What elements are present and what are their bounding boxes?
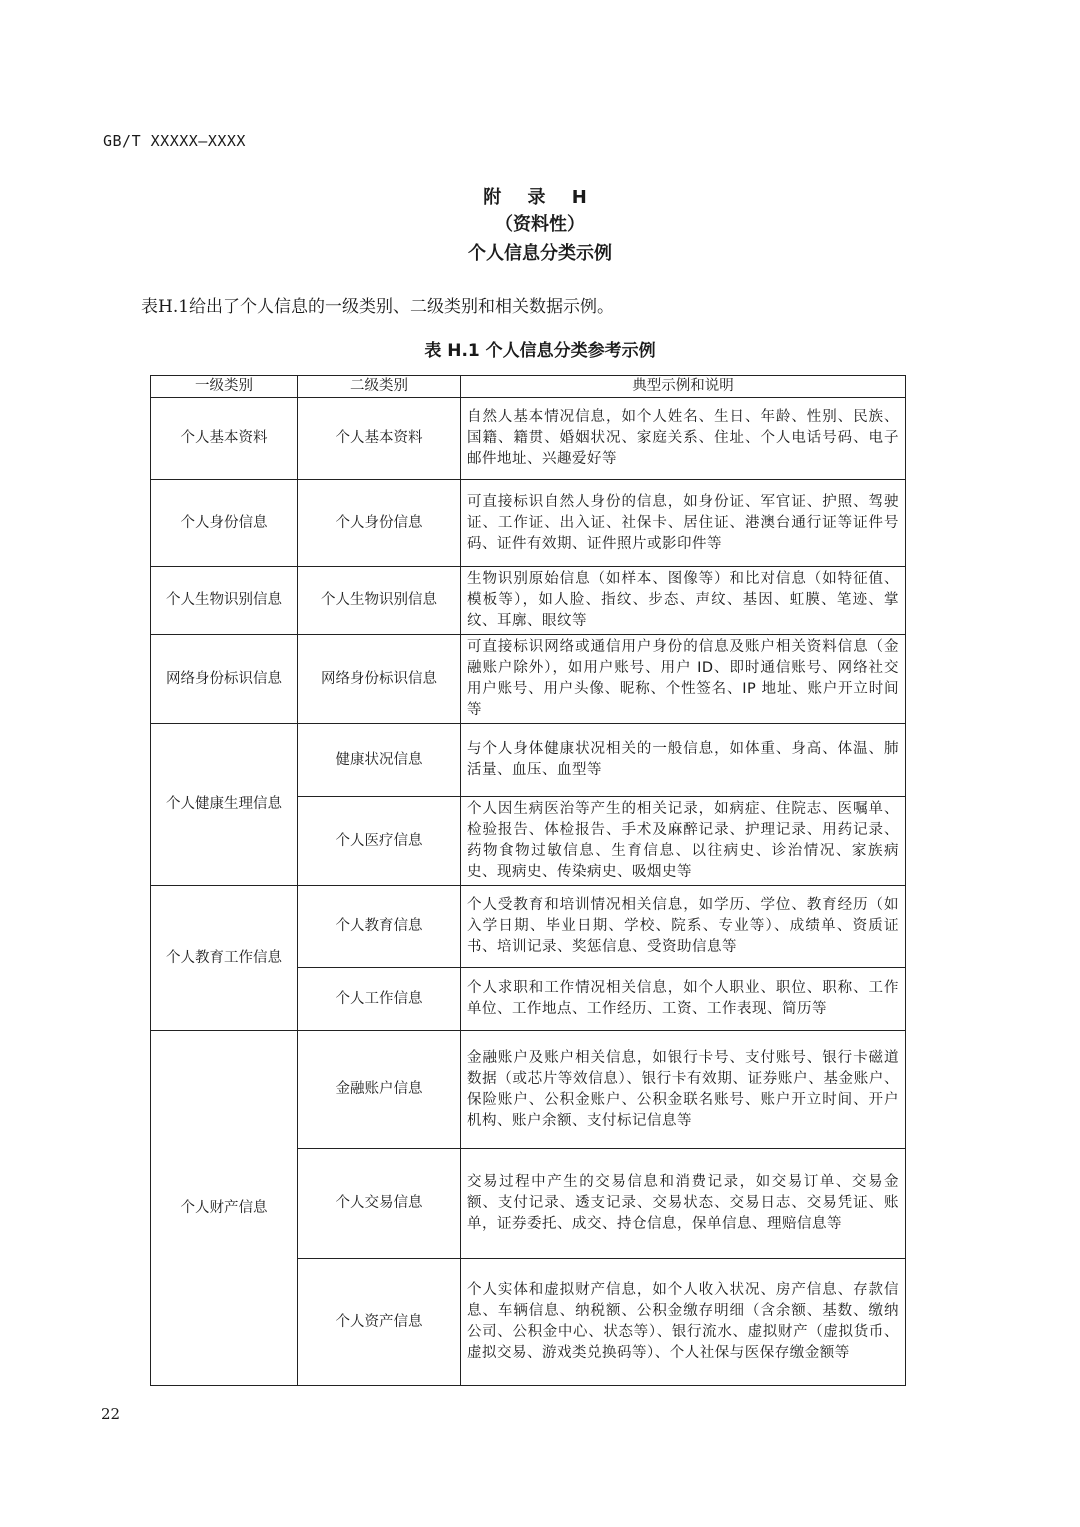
- level1-cell: 个人身份信息: [151, 480, 298, 567]
- example-cell: 可直接标识网络或通信用户身份的信息及账户相关资料信息（金融账户除外），如用户账号、用户 ID、即时通信账号、网络社交用户账号、用户头像、昵称、个性签名、IP 地址、账户开立时间等: [461, 635, 906, 724]
- table-row: [151, 886, 906, 968]
- example-cell: 自然人基本情况信息，如个人姓名、生日、年龄、性别、民族、国籍、籍贯、婚姻状况、家庭关系、住址、个人电话号码、电子邮件地址、兴趣爱好等: [461, 398, 906, 480]
- example-cell: 可直接标识自然人身份的信息，如身份证、军官证、护照、驾驶证、工作证、出入证、社保卡、居住证、港澳台通行证等证件号码、证件有效期、证件照片或影印件等: [461, 480, 906, 567]
- level2-cell: 个人身份信息: [298, 480, 461, 567]
- example-cell: 个人受教育和培训情况相关信息，如学历、学位、教育经历（如入学日期、毕业日期、学校、院系、专业等）、成绩单、资质证书、培训记录、奖惩信息、受资助信息等: [461, 886, 906, 968]
- level2-cell: 个人生物识别信息: [298, 567, 461, 635]
- header-level1: 一级类别: [151, 376, 298, 398]
- table-row: [151, 635, 906, 724]
- intro-paragraph: 表H.1给出了个人信息的一级类别、二级类别和相关数据示例。: [141, 297, 615, 317]
- standard-code: GB/T XXXXX—XXXX: [103, 132, 246, 150]
- level1-cell: 网络身份标识信息: [151, 635, 298, 724]
- example-cell: 交易过程中产生的交易信息和消费记录，如交易订单、交易金额、支付记录、透支记录、交易状态、交易日志、交易凭证、账单，证券委托、成交、持仓信息，保单信息、理赔信息等: [461, 1149, 906, 1259]
- level1-cell: 个人基本资料: [151, 398, 298, 480]
- table-row: [151, 398, 906, 480]
- level2-cell: 个人医疗信息: [298, 797, 461, 886]
- level1-cell: 个人健康生理信息: [151, 724, 298, 886]
- level2-cell: 个人交易信息: [298, 1149, 461, 1259]
- level2-cell: 网络身份标识信息: [298, 635, 461, 724]
- table-header-row: [151, 376, 906, 398]
- example-cell: 与个人身体健康状况相关的一般信息，如体重、身高、体温、肺活量、血压、血型等: [461, 724, 906, 797]
- example-cell: 金融账户及账户相关信息，如银行卡号、支付账号、银行卡磁道数据（或芯片等效信息）、银行卡有效期、证券账户、基金账户、保险账户、公积金账户、公积金联名账号、账户开立时间、开户机构、账户余额、支付标记信息等: [461, 1031, 906, 1149]
- level1-cell: 个人财产信息: [151, 1031, 298, 1386]
- level2-cell: 个人教育信息: [298, 886, 461, 968]
- level2-cell: 个人基本资料: [298, 398, 461, 480]
- header-example: 典型示例和说明: [461, 376, 906, 398]
- header-level2: 二级类别: [298, 376, 461, 398]
- level2-cell: 个人资产信息: [298, 1259, 461, 1386]
- table-caption: 表 H.1 个人信息分类参考示例: [424, 341, 656, 361]
- table-row: [151, 567, 906, 635]
- example-cell: 个人求职和工作情况相关信息，如个人职业、职位、职称、工作单位、工作地点、工作经历、工资、工作表现、简历等: [461, 968, 906, 1031]
- table-row: [151, 724, 906, 797]
- appendix-subject: 个人信息分类示例: [468, 243, 612, 264]
- appendix-title: 附 录 H: [483, 187, 597, 208]
- table-row: [151, 1031, 906, 1149]
- example-cell: 个人实体和虚拟财产信息，如个人收入状况、房产信息、存款信息、车辆信息、纳税额、公积金缴存明细（含余额、基数、缴纳公司、公积金中心、状态等）、银行流水、虚拟财产（虚拟货币、虚拟交易、游戏类兑换码等）、个人社保与医保存缴金额等: [461, 1259, 906, 1386]
- appendix-nature: （资料性）: [495, 214, 585, 235]
- level2-cell: 个人工作信息: [298, 968, 461, 1031]
- level2-cell: 健康状况信息: [298, 724, 461, 797]
- level1-cell: 个人生物识别信息: [151, 567, 298, 635]
- level2-cell: 金融账户信息: [298, 1031, 461, 1149]
- classification-table: [150, 375, 906, 1386]
- example-cell: 个人因生病医治等产生的相关记录，如病症、住院志、医嘱单、检验报告、体检报告、手术及麻醉记录、护理记录、用药记录、药物食物过敏信息、生育信息、以往病史、诊治情况、家族病史、现病史、传染病史、吸烟史等: [461, 797, 906, 886]
- level1-cell: 个人教育工作信息: [151, 886, 298, 1031]
- table-row: [151, 480, 906, 567]
- page-number: 22: [101, 1405, 121, 1423]
- example-cell: 生物识别原始信息（如样本、图像等）和比对信息（如特征值、模板等），如人脸、指纹、步态、声纹、基因、虹膜、笔迹、掌纹、耳廓、眼纹等: [461, 567, 906, 635]
